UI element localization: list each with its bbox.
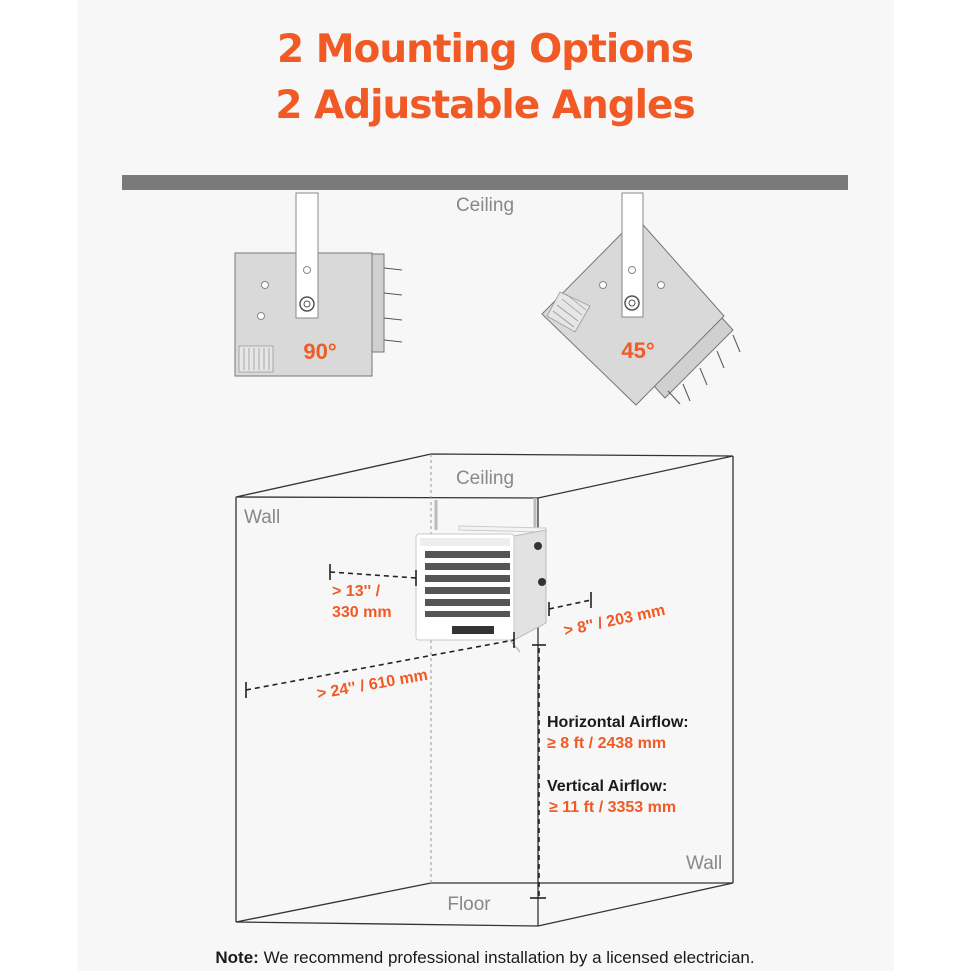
ceiling-label-top: Ceiling xyxy=(455,195,515,216)
angle-90-label: 90° xyxy=(303,339,337,364)
vertical-airflow-label: Vertical Airflow: xyxy=(547,778,668,795)
clearance-back-label: > 8'' / 203 mm xyxy=(562,601,667,640)
ceiling-bar xyxy=(122,175,848,190)
horizontal-airflow-value: ≥ 8 ft / 2438 mm xyxy=(547,735,667,752)
note-label: Note: xyxy=(215,948,259,967)
clearance-side-label-1: > 13'' / xyxy=(332,583,381,600)
title-line-1: 2 Mounting Options xyxy=(277,27,693,72)
angle-45-label: 45° xyxy=(621,338,655,363)
vertical-airflow-value: ≥ 11 ft / 3353 mm xyxy=(549,799,677,816)
wall-label-left: Wall xyxy=(244,507,281,528)
mounting-bracket-icon xyxy=(622,193,643,317)
mounting-bracket-icon xyxy=(296,193,318,318)
room-outline xyxy=(236,454,733,926)
floor-label: Floor xyxy=(447,894,491,915)
title-line-2: 2 Adjustable Angles xyxy=(275,83,695,128)
installation-note xyxy=(0,948,970,968)
heater-unit-icon xyxy=(416,526,546,652)
note-text: We recommend professional installation by a licensed electrician. xyxy=(258,948,755,967)
clearance-side-label-2: 330 mm xyxy=(332,604,392,621)
horizontal-airflow-label: Horizontal Airflow: xyxy=(547,714,689,731)
clearance-front-label: > 24'' / 610 mm xyxy=(315,666,430,703)
wall-label-right: Wall xyxy=(686,853,723,874)
vent-grille-icon xyxy=(239,346,273,372)
ceiling-label-room: Ceiling xyxy=(455,468,515,489)
dimension-back xyxy=(549,592,591,616)
